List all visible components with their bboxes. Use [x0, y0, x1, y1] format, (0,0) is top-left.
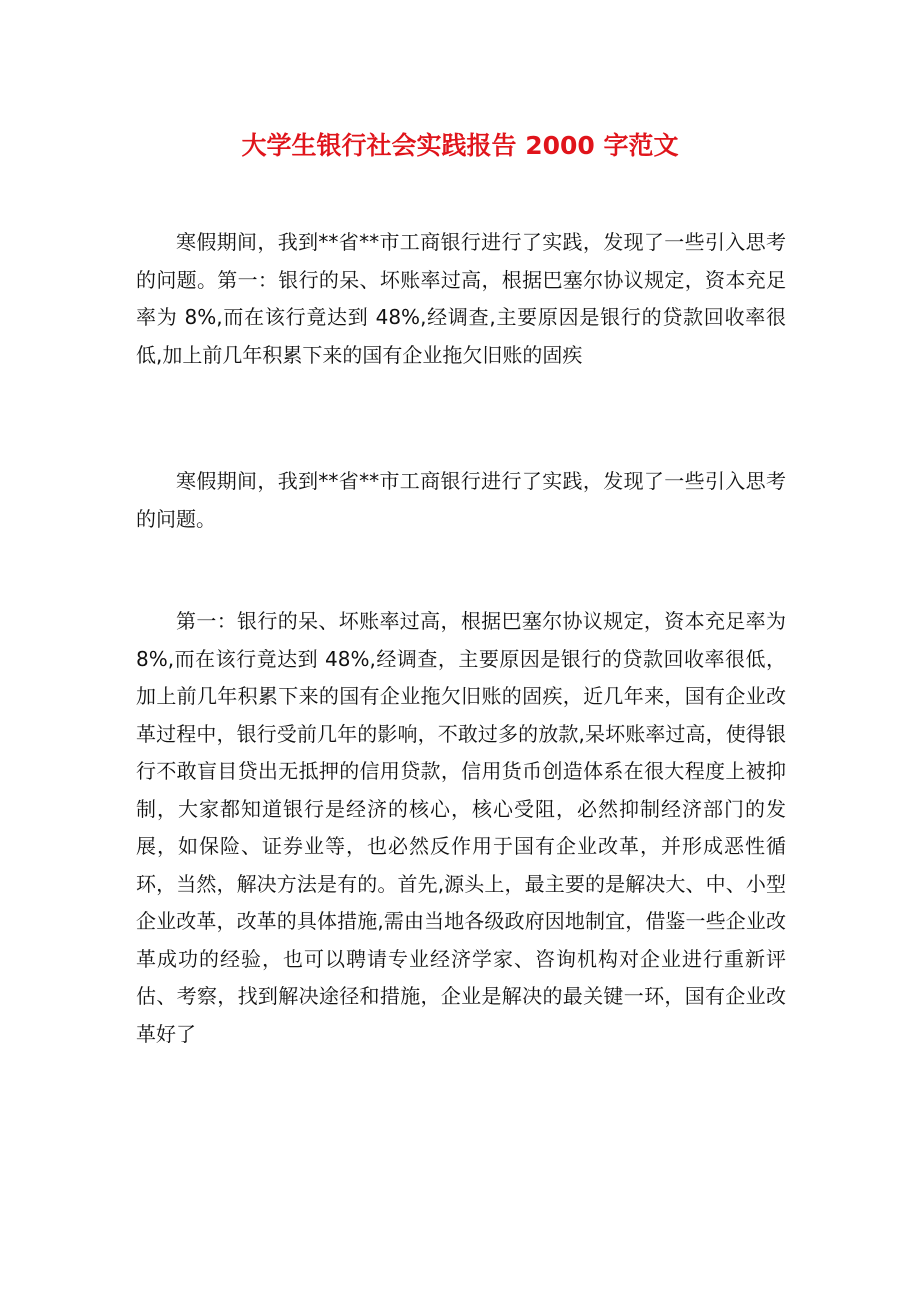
paragraph-3: 第一：银行的呆、坏账率过高，根据巴塞尔协议规定，资本充足率为 8%,而在该行竟达到 48%,经调查，主要原因是银行的贷款回收率很低，加上前几年积累下来的国有企业拖欠旧账的固疾，近几年来，国有企业改革过程中，银行受前几年的影响，不敢过多的放款,呆坏账率过高，使得银行不敢盲目贷出无抵押的信用贷款，信用货币创造体系在很大程度上被抑制，大家都知道银行是经济的核心，核心受阻，必然抑制经济部门的发展，如保险、证券业等，也必然反作用于国有企业改革，并形成恶性循环，当然，解决方法是有的。首先,源头上，最主要的是解决大、中、小型企业改革，改革的具体措施,需由当地各级政府因地制宜，借鉴一些企业改革成功的经验，也可以聘请专业经济学家、咨询机构对企业进行重新评估、考察，找到解决途径和措施，企业是解决的最关键一环，国有企业改革好了: [136, 609, 786, 1046]
paragraph-2: 寒假期间，我到**省**市工商银行进行了实践，发现了一些引入思考的问题。: [136, 469, 786, 531]
document-title: 大学生银行社会实践报告 2000 字范文: [241, 131, 679, 160]
paragraph-1: 寒假期间，我到**省**市工商银行进行了实践，发现了一些引入思考的问题。第一：银行的呆、坏账率过高，根据巴塞尔协议规定，资本充足率为 8%,而在该行竟达到 48%,经调查,主要原因是银行的贷款回收率很低,加上前几年积累下来的国有企业拖欠旧账的固疾: [136, 230, 786, 367]
